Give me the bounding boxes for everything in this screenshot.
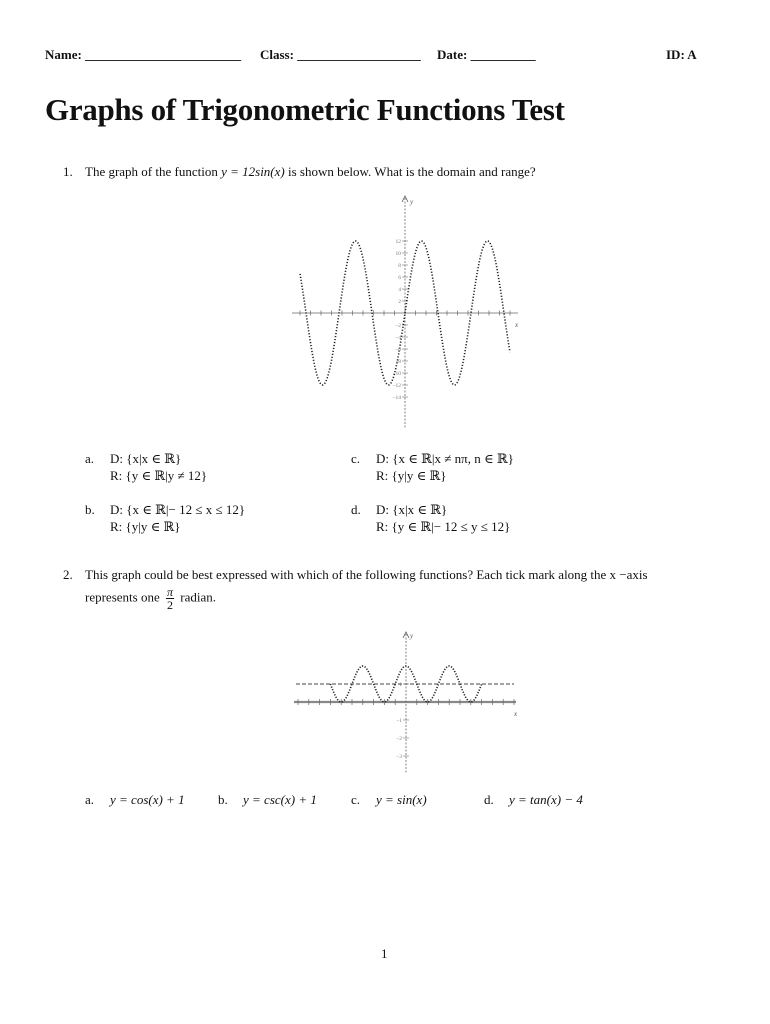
question-2-prompt-line1: This graph could be best expressed with which of the following functions? Each tick mark along the x −axis [85, 567, 648, 582]
option-domain: D: {x ∈ ℝ|x ≠ nπ, n ∈ ℝ} [376, 451, 514, 466]
option-range: R: {y ∈ ℝ|y ≠ 12} [110, 468, 208, 483]
question-2-prompt-line2 [85, 586, 216, 611]
question-1-prompt [85, 164, 536, 180]
option-domain: D: {x|x ∈ ℝ} [376, 502, 448, 517]
question-2-option-a[interactable] [85, 791, 205, 809]
question-1-option-d[interactable] [351, 501, 591, 535]
option-text: y = tan(x) − 4 [509, 792, 583, 807]
option-label: b. [85, 502, 95, 517]
graph-2-cosine-plot [290, 628, 522, 776]
option-domain: D: {x|x ∈ ℝ} [110, 451, 182, 466]
graph-1-y-tick-label: 12 [395, 239, 401, 245]
page-title: Graphs of Trigonometric Functions Test [45, 92, 565, 127]
question-2-prompt-before: represents one [85, 589, 160, 605]
question-2-option-d[interactable] [484, 791, 604, 809]
option-range: R: {y|y ∈ ℝ} [376, 468, 447, 483]
graph-1-y-tick-label: 10 [395, 251, 401, 257]
option-label: d. [484, 792, 494, 807]
question-2-option-b[interactable] [218, 791, 338, 809]
graph-2-y-tick-label: −3 [396, 754, 402, 760]
graph-1-y-tick-label: −4 [395, 335, 401, 341]
fraction-denominator: 2 [166, 598, 173, 612]
option-text: y = sin(x) [376, 792, 427, 807]
question-1-prompt-after: is shown below. What is the domain and range? [288, 164, 536, 179]
option-range: R: {y|y ∈ ℝ} [110, 519, 181, 534]
graph-1-y-tick-label: 2 [398, 299, 401, 305]
question-1-number: 1. [63, 164, 73, 179]
graph-1-y-tick-label: −2 [395, 323, 401, 329]
graph-2-x-axis-label: x [514, 710, 518, 718]
option-label: a. [85, 792, 95, 807]
graph-1-y-tick-label: 6 [398, 275, 401, 281]
option-text: y = csc(x) + 1 [243, 792, 317, 807]
fraction-numerator: π [166, 585, 173, 599]
question-2-option-c[interactable] [351, 791, 471, 809]
graph-2-y-tick-label: −1 [396, 718, 402, 724]
option-label: b. [218, 792, 228, 807]
option-label: a. [85, 451, 95, 466]
graph-2-y-tick-label: 1 [399, 682, 402, 688]
question-2-prompt-after: radian. [180, 589, 216, 605]
question-2-number: 2. [63, 567, 73, 582]
option-label: d. [351, 502, 361, 517]
page-number: 1 [381, 946, 388, 961]
date-field-label: Date: __________ [437, 47, 536, 62]
name-field-label: Name: ________________________ [45, 47, 242, 62]
graph-1-y-tick-label: −14 [392, 395, 401, 401]
graph-2-y-tick-label: −2 [396, 736, 402, 742]
graph-1-sine-plot [286, 190, 526, 430]
graph-1-y-tick-label: 8 [398, 263, 401, 269]
question-1-prompt-before: The graph of the function [85, 164, 218, 179]
question-1-option-b[interactable] [85, 501, 325, 535]
graph-1-y-tick-label: −6 [395, 347, 401, 353]
graph-1-y-tick-label: −12 [392, 383, 401, 389]
class-field-label: Class: ___________________ [260, 47, 421, 62]
option-label: c. [351, 451, 361, 466]
question-1-option-a[interactable] [85, 450, 325, 484]
graph-1-x-axis-label: x [515, 321, 519, 329]
option-text: y = cos(x) + 1 [110, 792, 185, 807]
option-range: R: {y ∈ ℝ|− 12 ≤ y ≤ 12} [376, 519, 511, 534]
graph-2-y-axis-label: y [410, 632, 414, 640]
graph-1-y-tick-label: −8 [395, 359, 401, 365]
graph-1-y-tick-label: 4 [398, 287, 401, 293]
test-id: ID: A [666, 47, 697, 62]
option-label: c. [351, 792, 361, 807]
option-domain: D: {x ∈ ℝ|− 12 ≤ x ≤ 12} [110, 502, 246, 517]
graph-1-y-tick-label: −10 [392, 371, 401, 377]
question-1-function: y = 12sin(x) [221, 164, 285, 179]
question-1-option-c[interactable] [351, 450, 591, 484]
pi-over-two-fraction [166, 586, 174, 611]
graph-1-y-axis-label: y [410, 198, 414, 206]
